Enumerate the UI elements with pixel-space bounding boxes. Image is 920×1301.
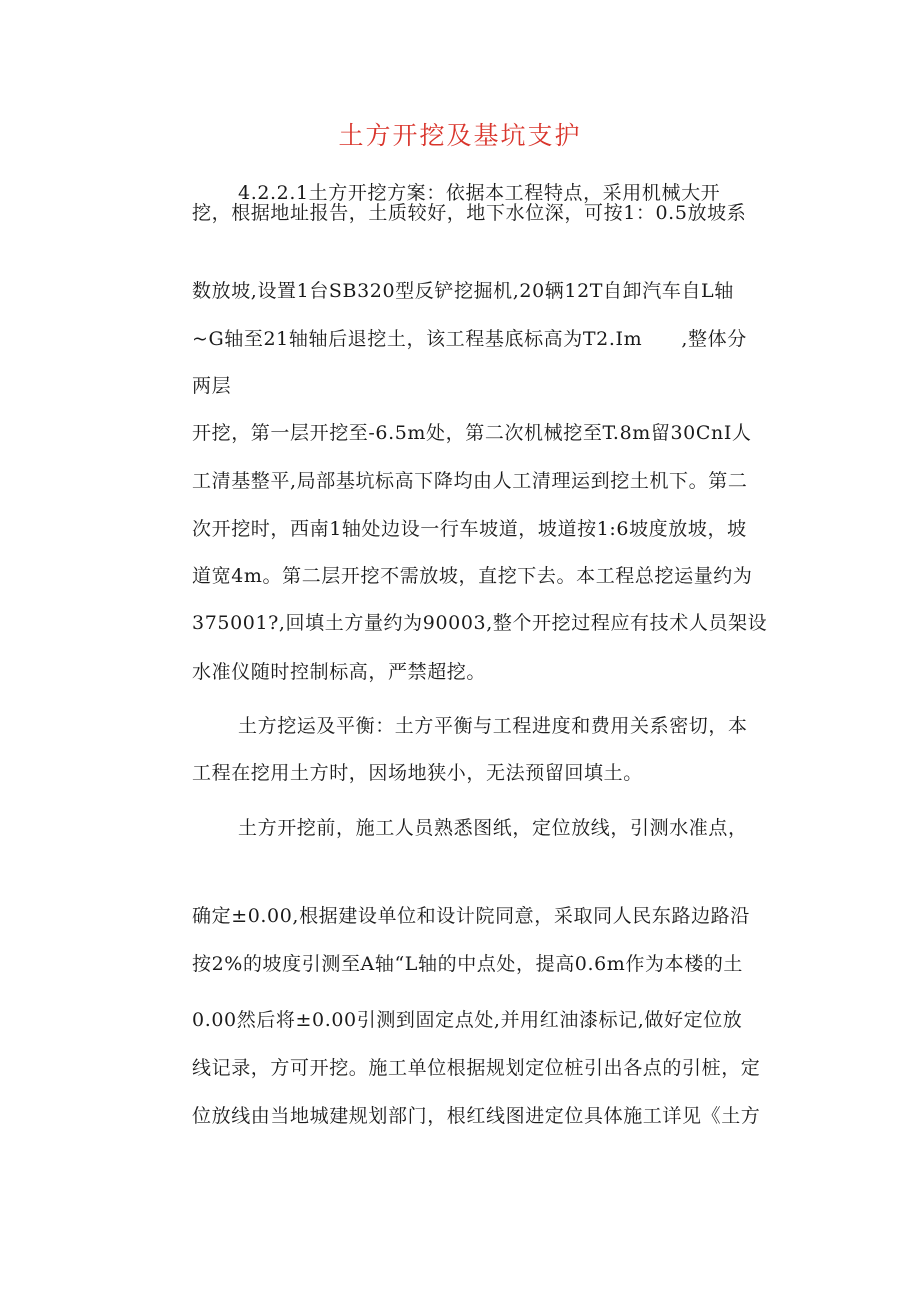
paragraph-line: 按2%的坡度引测至A轴“L轴的中点处，提高0.6m作为本楼的土 bbox=[192, 953, 744, 975]
paragraph-line: 挖，根据地址报告，土质较好，地下水位深，可按1：0.5放坡系 bbox=[192, 202, 747, 224]
paragraph-line: 数放坡,设置1台SB320型反铲挖掘机,20辆12T自卸汽车自L轴 bbox=[192, 280, 734, 302]
paragraph-line: 工清基整平,局部基坑标高下降均由人工清理运到挖土机下。第二 bbox=[192, 470, 748, 492]
paragraph-line: 线记录，方可开挖。施工单位根据规划定位桩引出各点的引桩，定 bbox=[192, 1057, 761, 1079]
paragraph-line: 土方挖运及平衡：土方平衡与工程进度和费用关系密切，本 bbox=[238, 715, 748, 737]
paragraph-line: 水准仪随时控制标高，严禁超挖。 bbox=[192, 661, 487, 683]
document-title: 土方开挖及基坑支护 bbox=[338, 121, 582, 150]
paragraph-line: 375001?,回填土方量约为90003,整个开挖过程应有技术人员架设 bbox=[192, 612, 768, 634]
paragraph-line: 0.00然后将±0.00引测到固定点处,并用红油漆标记,做好定位放 bbox=[192, 1009, 743, 1031]
paragraph-line: 两层 bbox=[192, 375, 232, 397]
paragraph-line: 土方开挖前，施工人员熟悉图纸，定位放线，引测水准点， bbox=[238, 817, 748, 839]
paragraph-line: 次开挖时，西南1轴处边设一行车坡道，坡道按1:6坡度放坡，坡 bbox=[192, 518, 747, 540]
paragraph-line: 道宽4m。第二层开挖不需放坡，直挖下去。本工程总挖运量约为 bbox=[192, 565, 753, 587]
paragraph-line: 开挖，第一层开挖至-6.5m处，第二次机械挖至T.8m留30CnI人 bbox=[192, 422, 752, 444]
paragraph-line: 确定±0.00,根据建设单位和设计院同意，采取同人民东路边路沿 bbox=[192, 905, 750, 927]
paragraph-line: ~G轴至21轴轴后退挖土，该工程基底标高为T2.Im ,整体分 bbox=[192, 328, 747, 350]
paragraph-line: 位放线由当地城建规划部门，根红线图进定位具体施工详见《土方 bbox=[192, 1105, 761, 1127]
paragraph-line: 4.2.2.1土方开挖方案：依据本工程特点，采用机械大开 bbox=[238, 182, 721, 204]
paragraph-line: 工程在挖用土方时，因场地狭小，无法预留回填土。 bbox=[192, 762, 643, 784]
